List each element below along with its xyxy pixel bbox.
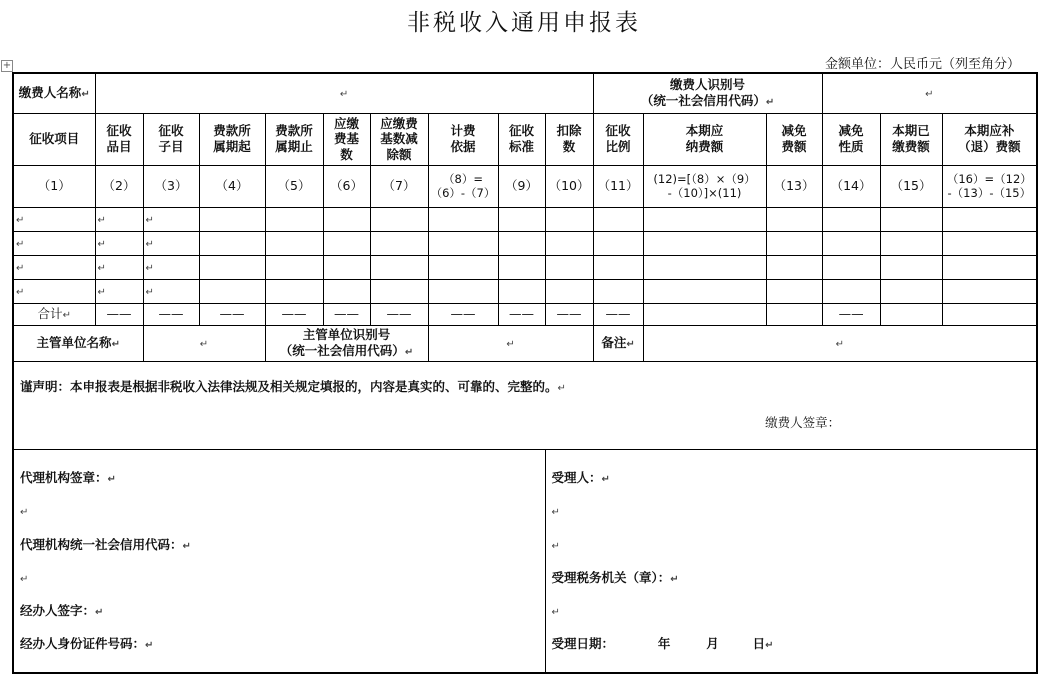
data-cell[interactable] bbox=[880, 255, 942, 279]
spacer-mark: ↵ bbox=[551, 540, 560, 552]
header-cell: 应缴费 基数减 除额 bbox=[370, 113, 428, 165]
data-cell[interactable] bbox=[428, 255, 498, 279]
total-cell: —— bbox=[323, 303, 370, 325]
payer-id-field[interactable]: ↵ bbox=[822, 73, 1037, 113]
data-cell[interactable]: ↵ bbox=[95, 207, 143, 231]
total-row bbox=[13, 303, 1037, 325]
data-cell[interactable] bbox=[428, 207, 498, 231]
statement-cell: 谨声明：本申报表是根据非税收入法律法规及相关规定填报的，内容是真实的、可靠的、完整的。↵ 缴费人签章： bbox=[13, 361, 1037, 449]
data-cell[interactable] bbox=[942, 231, 1037, 255]
supervisor-id-label: 主管单位识别号 （统一社会信用代码）↵ bbox=[265, 325, 428, 361]
data-cell[interactable] bbox=[199, 207, 265, 231]
supervisor-name-field[interactable]: ↵ bbox=[143, 325, 265, 361]
header-cell: 费款所 属期起 bbox=[199, 113, 265, 165]
total-cell: —— bbox=[428, 303, 498, 325]
total-cell: —— bbox=[822, 303, 880, 325]
total-cell: —— bbox=[370, 303, 428, 325]
total-cell[interactable] bbox=[643, 303, 766, 325]
agent-block bbox=[13, 449, 545, 673]
code-cell: （4） bbox=[199, 165, 265, 207]
data-cell[interactable] bbox=[498, 255, 545, 279]
code-cell: （14） bbox=[822, 165, 880, 207]
data-cell[interactable]: ↵ bbox=[13, 231, 95, 255]
code-cell: （11） bbox=[593, 165, 643, 207]
remark-field[interactable]: ↵ bbox=[643, 325, 1037, 361]
data-cell[interactable] bbox=[323, 207, 370, 231]
data-cell[interactable] bbox=[822, 231, 880, 255]
data-cell[interactable] bbox=[545, 255, 593, 279]
data-cell[interactable] bbox=[498, 207, 545, 231]
data-cell[interactable] bbox=[766, 279, 822, 303]
data-cell[interactable] bbox=[822, 255, 880, 279]
unit-note: 金额单位：人民币元（列至角分） bbox=[824, 57, 1020, 72]
data-cell[interactable] bbox=[766, 207, 822, 231]
spacer-mark: ↵ bbox=[20, 507, 29, 519]
code-cell: （10） bbox=[545, 165, 593, 207]
total-cell: —— bbox=[498, 303, 545, 325]
data-cell[interactable] bbox=[323, 279, 370, 303]
total-cell: —— bbox=[593, 303, 643, 325]
payer-id-label: 缴费人识别号 （统一社会信用代码）↵ bbox=[593, 73, 822, 113]
data-cell[interactable] bbox=[643, 279, 766, 303]
table-row bbox=[13, 255, 1037, 279]
data-cell[interactable] bbox=[265, 255, 323, 279]
total-cell[interactable] bbox=[942, 303, 1037, 325]
header-cell: 应缴 费基 数 bbox=[323, 113, 370, 165]
spacer-mark: ↵ bbox=[551, 507, 560, 519]
header-cell: 减免 性质 bbox=[822, 113, 880, 165]
receiver-label[interactable]: 受理人：↵ bbox=[551, 470, 610, 486]
accept-date[interactable]: 受理日期： 年 月 日↵ bbox=[551, 636, 774, 652]
code-cell: （15） bbox=[880, 165, 942, 207]
data-cell[interactable] bbox=[593, 255, 643, 279]
total-cell[interactable] bbox=[766, 303, 822, 325]
data-cell[interactable] bbox=[428, 279, 498, 303]
code-cell: （6） bbox=[323, 165, 370, 207]
data-cell[interactable] bbox=[880, 279, 942, 303]
data-cell[interactable] bbox=[545, 207, 593, 231]
data-cell[interactable]: ↵ bbox=[13, 255, 95, 279]
data-cell[interactable] bbox=[643, 207, 766, 231]
header-cell: 计费 依据 bbox=[428, 113, 498, 165]
header-cell: 征收项目 bbox=[13, 113, 95, 165]
code-cell: （2） bbox=[95, 165, 143, 207]
sign-row bbox=[13, 449, 1037, 673]
data-cell[interactable] bbox=[942, 255, 1037, 279]
code-cell: （5） bbox=[265, 165, 323, 207]
data-cell[interactable] bbox=[370, 207, 428, 231]
data-cell[interactable] bbox=[199, 255, 265, 279]
data-cell[interactable] bbox=[545, 279, 593, 303]
handler-sign-label[interactable]: 经办人签字：↵ bbox=[20, 603, 104, 618]
spacer-mark: ↵ bbox=[20, 573, 29, 585]
data-cell[interactable] bbox=[323, 231, 370, 255]
table-row bbox=[13, 207, 1037, 231]
data-cell[interactable] bbox=[199, 231, 265, 255]
code-cell: （7） bbox=[370, 165, 428, 207]
data-cell[interactable]: ↵ bbox=[95, 279, 143, 303]
header-cell: 征收 子目 bbox=[143, 113, 199, 165]
agency-code-label[interactable]: 代理机构统一社会信用代码：↵ bbox=[20, 536, 191, 552]
total-cell: —— bbox=[143, 303, 199, 325]
code-cell: （3） bbox=[143, 165, 199, 207]
data-cell[interactable] bbox=[545, 231, 593, 255]
data-cell[interactable] bbox=[643, 255, 766, 279]
data-cell[interactable] bbox=[643, 231, 766, 255]
data-cell[interactable]: ↵ bbox=[143, 279, 199, 303]
total-cell: —— bbox=[545, 303, 593, 325]
data-rows bbox=[13, 207, 1037, 303]
data-cell[interactable] bbox=[370, 255, 428, 279]
data-cell[interactable] bbox=[880, 231, 942, 255]
data-cell[interactable] bbox=[766, 255, 822, 279]
header-cell: 扣除 数 bbox=[545, 113, 593, 165]
header-cell: 征收 品目 bbox=[95, 113, 143, 165]
data-cell[interactable] bbox=[822, 207, 880, 231]
table-row bbox=[13, 279, 1037, 303]
declaration-form-table bbox=[12, 72, 1038, 674]
day-label: 日 bbox=[752, 636, 766, 652]
data-cell[interactable]: ↵ bbox=[13, 207, 95, 231]
data-cell[interactable] bbox=[323, 255, 370, 279]
data-cell[interactable] bbox=[428, 231, 498, 255]
total-cell: —— bbox=[265, 303, 323, 325]
code-cell: （8）= （6）-（7） bbox=[428, 165, 498, 207]
agency-sign-label[interactable]: 代理机构签章：↵ bbox=[20, 470, 116, 486]
code-cell: （16）=（12） -（13）-（15） bbox=[942, 165, 1037, 207]
data-cell[interactable]: ↵ bbox=[143, 207, 199, 231]
tax-office-label[interactable]: 受理税务机关（章）：↵ bbox=[551, 569, 679, 585]
data-cell[interactable] bbox=[822, 279, 880, 303]
data-cell[interactable] bbox=[880, 207, 942, 231]
payer-row bbox=[13, 73, 1037, 113]
payer-name-field[interactable]: ↵ bbox=[95, 73, 593, 113]
header-cell: 本期应补 （退）费额 bbox=[942, 113, 1037, 165]
data-cell[interactable] bbox=[265, 207, 323, 231]
data-cell[interactable]: ↵ bbox=[95, 231, 143, 255]
supervisor-row bbox=[13, 325, 1037, 361]
data-cell[interactable] bbox=[498, 231, 545, 255]
data-cell[interactable] bbox=[942, 207, 1037, 231]
data-cell[interactable] bbox=[942, 279, 1037, 303]
code-cell: （13） bbox=[766, 165, 822, 207]
supervisor-name-label: 主管单位名称↵ bbox=[13, 325, 143, 361]
accept-date-label: 受理日期： bbox=[551, 636, 615, 652]
header-cell: 征收 标准 bbox=[498, 113, 545, 165]
column-code-row bbox=[13, 165, 1037, 207]
data-cell[interactable] bbox=[265, 279, 323, 303]
data-cell[interactable] bbox=[593, 207, 643, 231]
column-header-row bbox=[13, 113, 1037, 165]
payer-signature-label[interactable]: 缴费人签章： bbox=[765, 415, 841, 431]
total-cell[interactable] bbox=[880, 303, 942, 325]
month-label: 月 bbox=[706, 636, 719, 652]
header-cell: 征收 比例 bbox=[593, 113, 643, 165]
data-cell[interactable] bbox=[370, 279, 428, 303]
data-cell[interactable]: ↵ bbox=[13, 279, 95, 303]
table-row bbox=[13, 231, 1037, 255]
statement-text: 谨声明：本申报表是根据非税收入法律法规及相关规定填报的，内容是真实的、可靠的、完整的。 bbox=[20, 379, 558, 395]
data-cell[interactable] bbox=[766, 231, 822, 255]
supervisor-id-field[interactable]: ↵ bbox=[428, 325, 593, 361]
total-label: 合计↵ bbox=[13, 303, 95, 325]
data-cell[interactable]: ↵ bbox=[95, 255, 143, 279]
data-cell[interactable]: ↵ bbox=[143, 255, 199, 279]
data-cell[interactable] bbox=[593, 279, 643, 303]
header-cell: 费款所 属期止 bbox=[265, 113, 323, 165]
form-title: 非税收入通用申报表 bbox=[407, 10, 641, 36]
spacer-mark: ↵ bbox=[551, 607, 560, 618]
data-cell[interactable] bbox=[199, 279, 265, 303]
header-cell: 本期应 纳费额 bbox=[643, 113, 766, 165]
remark-label: 备注↵ bbox=[593, 325, 643, 361]
handler-id-label[interactable]: 经办人身份证件号码：↵ bbox=[20, 636, 154, 652]
total-cell: —— bbox=[199, 303, 265, 325]
code-cell: （9） bbox=[498, 165, 545, 207]
total-cell: —— bbox=[95, 303, 143, 325]
data-cell[interactable] bbox=[593, 231, 643, 255]
payer-name-label: 缴费人名称↵ bbox=[13, 73, 95, 113]
statement-row bbox=[13, 361, 1037, 449]
code-cell: (12)=[（8）×（9） -（10）]×(11) bbox=[643, 165, 766, 207]
data-cell[interactable] bbox=[370, 231, 428, 255]
header-cell: 减免 费额 bbox=[766, 113, 822, 165]
accept-block bbox=[545, 449, 1037, 673]
data-cell[interactable]: ↵ bbox=[143, 231, 199, 255]
data-cell[interactable] bbox=[498, 279, 545, 303]
table-anchor-icon[interactable]: + bbox=[2, 60, 12, 71]
code-cell: （1） bbox=[13, 165, 95, 207]
year-label: 年 bbox=[657, 636, 671, 652]
data-cell[interactable] bbox=[265, 231, 323, 255]
header-cell: 本期已 缴费额 bbox=[880, 113, 942, 165]
